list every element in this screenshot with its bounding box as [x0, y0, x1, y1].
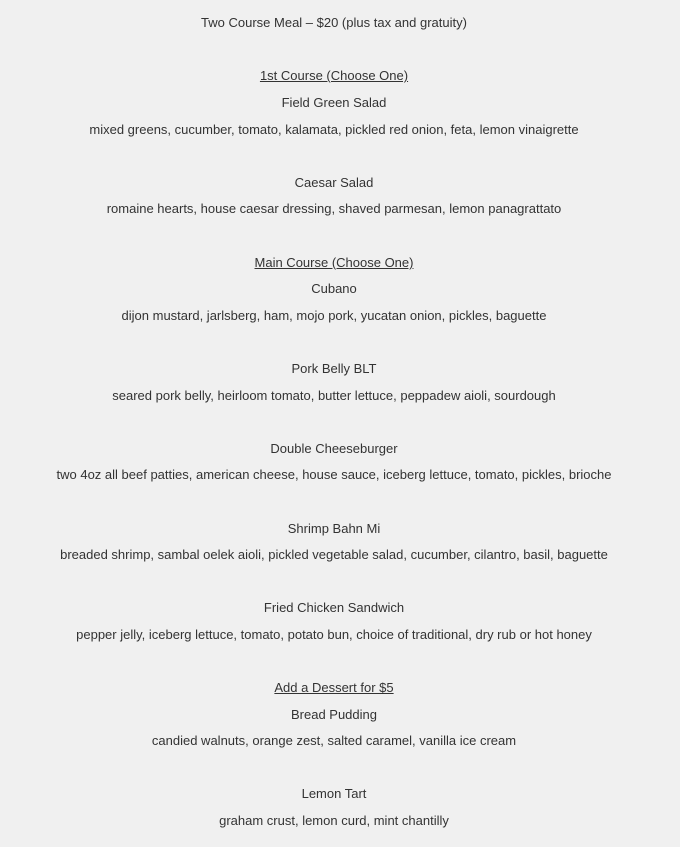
menu-item-name: Caesar Salad	[294, 175, 374, 190]
menu-item-description: seared pork belly, heirloom tomato, butter lettuce, peppadew aioli, sourdough	[112, 388, 556, 403]
menu-item-name: Lemon Tart	[301, 786, 367, 801]
menu-item-name: Bread Pudding	[290, 707, 377, 722]
menu-item-name: Cubano	[311, 281, 357, 296]
menu-item-description: graham crust, lemon curd, mint chantilly	[219, 813, 449, 828]
menu-item-description: candied walnuts, orange zest, salted caramel, vanilla ice cream	[151, 733, 517, 748]
section-heading-first-course: 1st Course (Choose One)	[259, 68, 409, 83]
menu-item-description: romaine hearts, house caesar dressing, shaved parmesan, lemon panagrattato	[106, 201, 562, 216]
menu-item-description: dijon mustard, jarlsberg, ham, mojo pork, yucatan onion, pickles, baguette	[121, 308, 547, 323]
menu-item-name: Fried Chicken Sandwich	[263, 600, 405, 615]
section-heading-dessert: Add a Dessert for $5	[274, 680, 394, 695]
menu-item-name: Shrimp Bahn Mi	[287, 521, 381, 536]
menu-item-description: mixed greens, cucumber, tomato, kalamata, pickled red onion, feta, lemon vinaigrette	[89, 122, 579, 137]
section-heading-main-course: Main Course (Choose One)	[254, 255, 414, 270]
menu-item-description: breaded shrimp, sambal oelek aioli, pickled vegetable salad, cucumber, cilantro, basil, baguette	[60, 547, 608, 562]
menu-item-description: pepper jelly, iceberg lettuce, tomato, potato bun, choice of traditional, dry rub or hot honey	[76, 627, 592, 642]
menu-item-name: Double Cheeseburger	[270, 441, 398, 456]
menu-item-name: Pork Belly BLT	[291, 361, 377, 376]
menu-item-name: Field Green Salad	[281, 95, 387, 110]
menu-title: Two Course Meal – $20 (plus tax and gratuity)	[201, 15, 467, 30]
menu-item-description: two 4oz all beef patties, american cheese, house sauce, iceberg lettuce, tomato, pickles, brioche	[56, 467, 612, 482]
